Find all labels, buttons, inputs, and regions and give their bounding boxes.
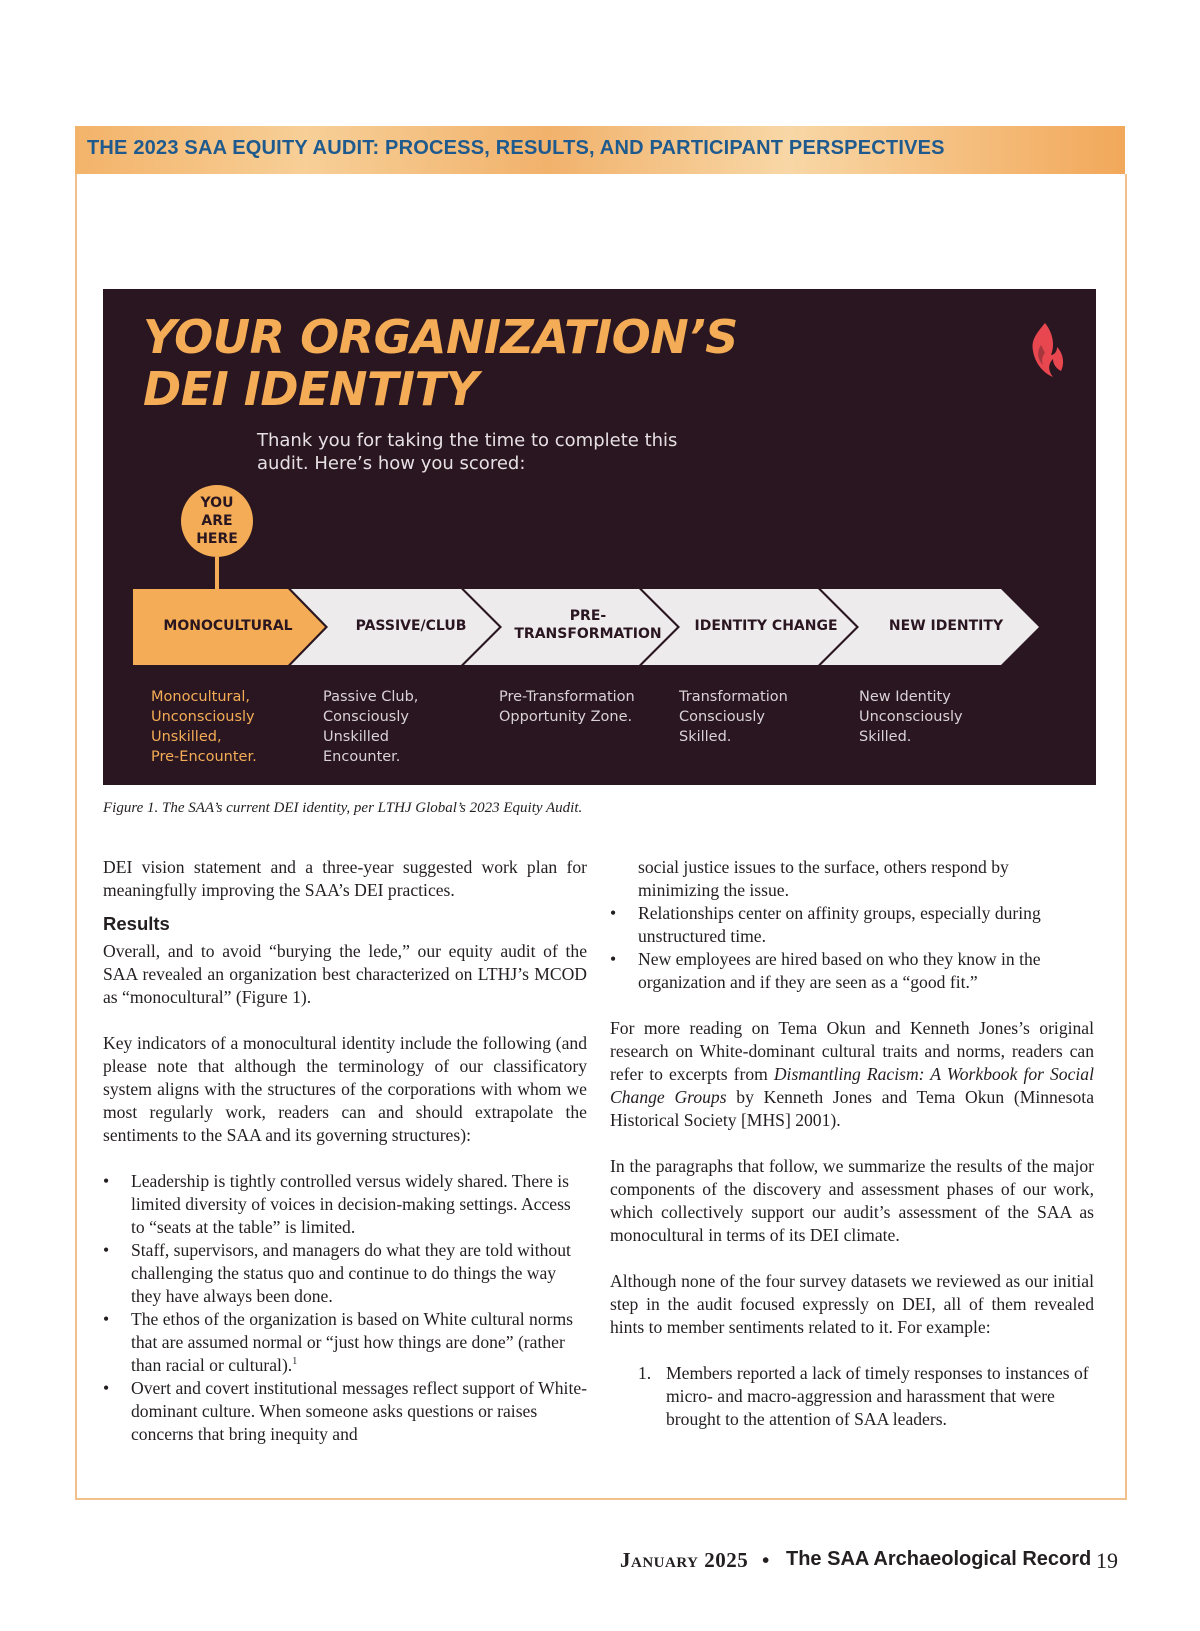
stage-description-monocultural: Monocultural, Unconsciously Unskilled, Pre-Encounter. [151,689,257,765]
stage-label-pre-transformation-line-1: PRE- [569,608,607,624]
list-item: • Staff, supervisors, and managers do what they are told without challenging the status quo and continue to do things the way they have always been done. [103,1240,571,1306]
page-number: 19 [1096,1548,1118,1573]
bullet-continuation: social justice issues to the surface, others respond by minimizing the issue. [638,857,1009,900]
list-item: • The ethos of the organization is based on White cultural norms that are assumed normal or “just how things are done” (rather than racial or cultural).$^1$ [103,1309,574,1375]
page-section-title: THE 2023 SAA EQUITY AUDIT: PROCESS, RESULTS, AND PARTICIPANT PERSPECTIVES [87,137,945,159]
results-heading: Results [103,913,170,934]
left-column [103,856,587,1446]
results-paragraph-2: Key indicators of a monocultural identity include the following (and please note that although the terminology of our classificatory system aligns with the structures of the corporations with whom we most regularly work, readers can and should extrapolate the sentiments to the SAA and its governing structures): [103,1033,587,1145]
stage-label-pre-transformation-line-2: TRANSFORMATION [514,626,662,642]
further-reading-paragraph: For more reading on Tema Okun and Kenneth Jones’s original research on White-dominant cultural traits and norms, readers can refer to excerpts from Dismantling Racism: A Workbook for Social Change Groups by Kenneth Jones and Tema Okun (Minnesota Historical Society [MHS] 2001). [610,1018,1094,1130]
list-item: • New employees are hired based on who they know in the organization and if they are seen as a “good fit.” [610,949,1041,992]
list-item: • Relationships center on affinity groups, especially during unstructured time. [610,903,1041,946]
figure-title-line-2: DEI IDENTITY [143,362,479,416]
survey-paragraph: Although none of the four survey datasets we reviewed as our initial step in the audit focused expressly on DEI, all of them revealed hints to member sentiments related to it. For example: [610,1271,1094,1337]
stage-description-passive-club: Passive Club, Consciously Unskilled Encounter. [323,689,419,765]
list-item: • Leadership is tightly controlled versus widely shared. There is limited diversity of voices in decision-making settings. Access to “seats at the table” is limited. [103,1171,571,1237]
footnote-marker[interactable]: 1 [292,1356,298,1368]
stage-label-pre-transformation [503,607,673,643]
stage-label-new-identity: NEW IDENTITY [888,618,1004,634]
stage-label-identity-change: IDENTITY CHANGE [694,618,838,634]
stage-description-identity-change: Transformation Consciously Skilled. [679,689,788,745]
results-paragraph-1: Overall, and to avoid “burying the lede,” our equity audit of the SAA revealed an organization best characterized on LTHJ’s MCOD as “monocultural” (Figure 1). [103,941,587,1007]
findings-list [610,1362,1094,1431]
stage-label-passive-club: PASSIVE/CLUB [355,618,467,634]
stage-label-monocultural: MONOCULTURAL [163,618,293,634]
stage-description-pre-transformation: Pre-Transformation Opportunity Zone. [499,689,635,725]
issue-date: January 2025 [620,1548,749,1572]
list-item: 1. Members reported a lack of timely responses to instances of micro- and macro-aggression and harassment that were brought to the attention of SAA leaders. [638,1363,1089,1429]
marker-line-2: ARE [201,513,233,529]
summary-paragraph: In the paragraphs that follow, we summarize the results of the major components of the discovery and assessment phases of our work, which collectively support our audit’s assessment of the SAA as monocultural in terms of its DEI climate. [610,1156,1094,1245]
footer-separator: • [762,1548,770,1572]
marker-line-1: YOU [200,495,234,511]
figure-caption: Figure 1. The SAA’s current DEI identity, per LTHJ Global’s 2023 Equity Audit. [103,800,583,816]
publication-name: The SAA Archaeological Record [786,1548,1092,1570]
page-footer [620,1548,1120,1578]
list-item: • Overt and covert institutional messages reflect support of White-dominant culture. When someone asks questions or raises concerns that bring inequity and [103,1378,588,1444]
header-banner [75,126,1125,174]
marker-line-3: HERE [196,531,238,547]
book-title: Dismantling Racism: A Workbook for Social Change Groups [610,1064,1094,1107]
indicator-list [103,1170,587,1446]
intro-paragraph: DEI vision statement and a three-year suggested work plan for meaningfully improving the SAA’s DEI practices. [103,857,587,900]
right-column [610,856,1094,1431]
stage-description-new-identity: New Identity Unconsciously Skilled. [859,689,963,745]
figure-title-line-1: YOUR ORGANIZATION’S [143,310,738,364]
figure-subtitle: Thank you for taking the time to complete this audit. Here’s how you scored: [257,430,678,474]
indicator-list-continued [610,902,1094,994]
dei-identity-figure [103,289,1096,785]
